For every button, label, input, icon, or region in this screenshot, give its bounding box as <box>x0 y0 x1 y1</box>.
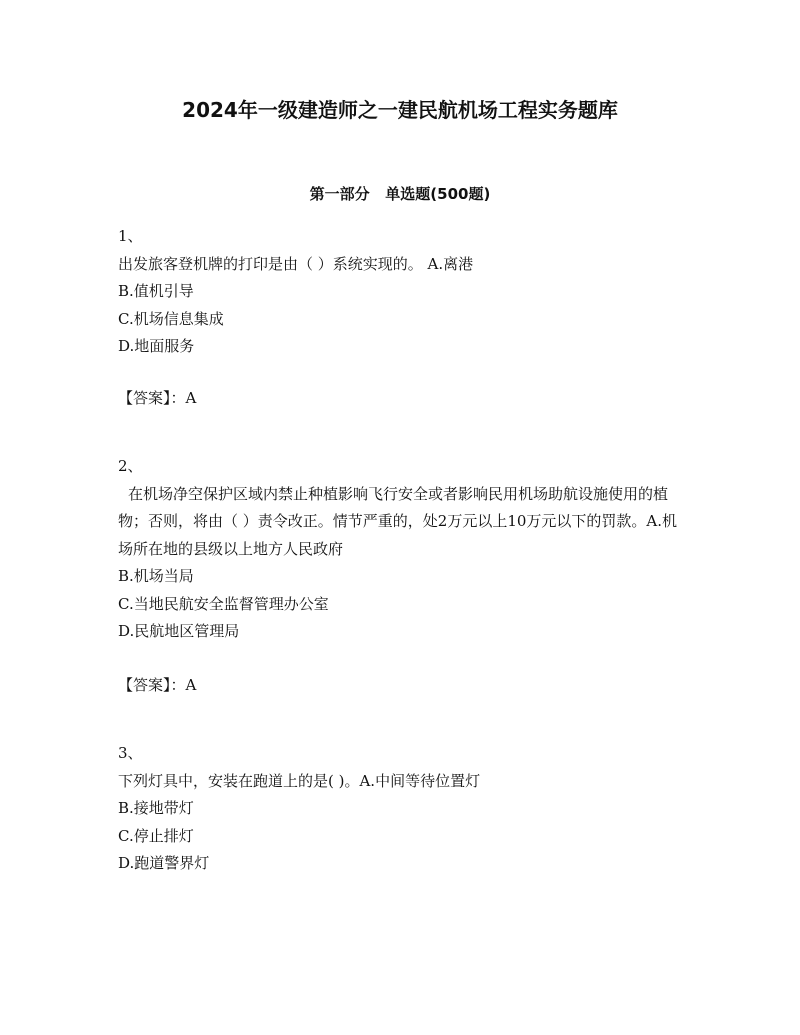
question-number: 1、 <box>118 227 143 245</box>
option-c: C.当地民航安全监督管理办公室 <box>118 594 329 613</box>
option-c: C.机场信息集成 <box>118 309 224 328</box>
question-2 <box>118 453 683 646</box>
option-b: B.机场当局 <box>118 567 194 585</box>
question-number: 2、 <box>118 457 143 475</box>
question-number: 3、 <box>118 744 143 762</box>
question-3 <box>118 740 683 878</box>
option-b: B.值机引导 <box>118 282 194 300</box>
question-1 <box>118 223 683 361</box>
document-title: 2024年一级建造师之一建民航机场工程实务题库 <box>182 98 618 122</box>
option-d: D.民航地区管理局 <box>118 622 240 640</box>
option-d: D.跑道警界灯 <box>118 854 210 872</box>
section-title: 第一部分 单选题(500题) <box>309 185 491 203</box>
question-stem: 在机场净空保护区域内禁止种植影响飞行安全或者影响民用机场助航设施使用的植物；否则，将由（ ）责令改正。情节严重的，处2万元以上10万元以下的罚款。A.机场所在地的县级以上地方人民政府 <box>118 484 678 558</box>
question-stem: 出发旅客登机牌的打印是由（ ）系统实现的。 A.离港 <box>118 254 474 273</box>
option-d: D.地面服务 <box>118 337 195 355</box>
question-stem: 下列灯具中，安装在跑道上的是( )。A.中间等待位置灯 <box>118 771 481 790</box>
answer-2: 【答案】：A <box>118 676 197 694</box>
option-c: C.停止排灯 <box>118 826 194 845</box>
answer-1: 【答案】：A <box>118 389 197 407</box>
option-b: B.接地带灯 <box>118 799 194 817</box>
